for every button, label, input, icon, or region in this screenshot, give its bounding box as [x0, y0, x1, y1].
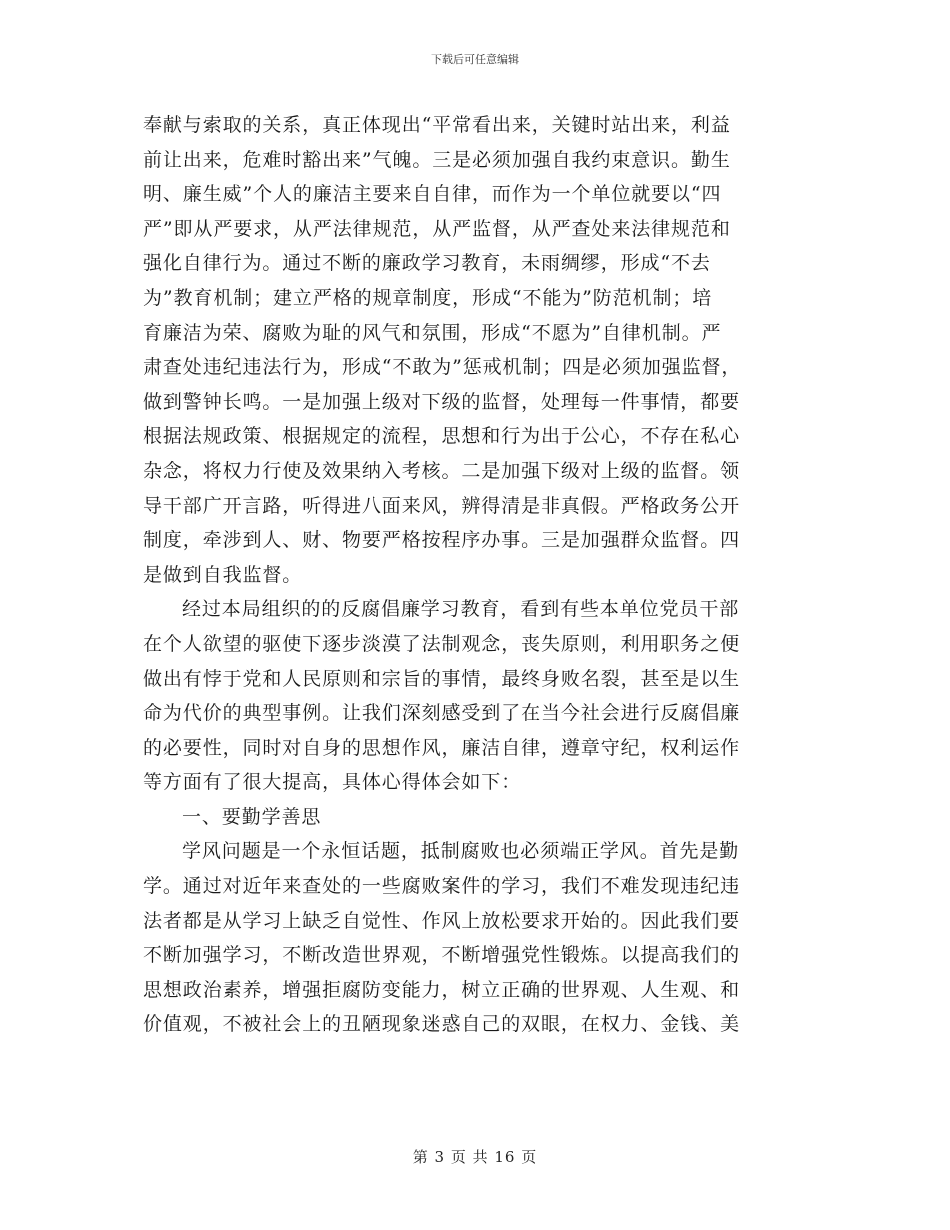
- text-line: 明、廉生威”个人的廉洁主要来自自律，而作为一个单位就要以“四: [143, 183, 722, 206]
- text-line: 的必要性，同时对自身的思想作风，廉洁自律，遵章守纪，权利运作: [143, 736, 741, 759]
- text-line: 肃查处违纪违法行为，形成“不敢为”惩戒机制；四是必须加强监督，: [143, 356, 742, 379]
- text-line: 奉献与索取的关系，真正体现出“平常看出来，关键时站出来，利益: [143, 114, 731, 136]
- text-line: 学风问题是一个永恒话题，抵制腐败也必须端正学风。首先是勤: [182, 840, 740, 863]
- text-line: 一、要勤学善思: [182, 805, 322, 828]
- text-line: 经过本局组织的的反腐倡廉学习教育，看到有些本单位党员干部: [182, 598, 740, 621]
- text-line: 等方面有了很大提高，具体心得体会如下：: [143, 771, 522, 794]
- text-line: 前让出来，危难时豁出来”气魄。三是必须加强自我约束意识。勤生: [143, 148, 731, 171]
- page-footer-pagination: 第 3 页 共 16 页: [412, 1148, 538, 1166]
- text-line: 命为代价的典型事例。让我们深刻感受到了在当今社会进行反腐倡廉: [143, 702, 741, 725]
- text-line: 思想政治素养，增强拒腐防变能力，树立正确的世界观、人生观、和: [143, 978, 741, 1001]
- text-line: 法者都是从学习上缺乏自觉性、作风上放松要求开始的。因此我们要: [143, 909, 741, 932]
- text-line: 为”教育机制；建立严格的规章制度，形成“不能为”防范机制；培: [143, 286, 713, 309]
- text-line: 学。通过对近年来查处的一些腐败案件的学习，我们不难发现违纪违: [143, 875, 741, 898]
- text-line: 不断加强学习，不断改造世界观，不断增强党性锻炼。以提高我们的: [143, 944, 741, 967]
- text-line: 育廉洁为荣、腐败为耻的风气和氛围，形成“不愿为”自律机制。严: [143, 321, 722, 344]
- text-line: 制度，牵涉到人、财、物要严格按程序办事。三是加强群众监督。四: [143, 529, 741, 552]
- page-header: 下载后可任意编辑: [431, 53, 519, 66]
- text-line: 严”即从严要求，从严法律规范，从严监督，从严查处来法律规范和: [143, 217, 731, 240]
- text-line: 杂念，将权力行使及效果纳入考核。二是加强下级对上级的监督。领: [143, 459, 741, 482]
- text-line: 是做到自我监督。: [143, 563, 303, 586]
- text-line: 导干部广开言路，听得进八面来风，辨得清是非真假。严格政务公开: [143, 494, 741, 517]
- text-line: 价值观，不被社会上的丑陋现象迷惑自己的双眼，在权力、金钱、美: [143, 1013, 741, 1036]
- document-body: [143, 108, 803, 1042]
- text-line: 做出有悖于党和人民原则和宗旨的事情，最终身败名裂，甚至是以生: [143, 667, 741, 690]
- text-line: 强化自律行为。通过不断的廉政学习教育，未雨绸缪，形成“不去: [143, 252, 711, 275]
- text-line: 做到警钟长鸣。一是加强上级对下级的监督，处理每一件事情，都要: [143, 390, 741, 413]
- text-line: 根据法规政策、根据规定的流程，思想和行为出于公心，不存在私心: [143, 425, 741, 448]
- text-line: 在个人欲望的驱使下逐步淡漠了法制观念，丧失原则，利用职务之便: [143, 632, 741, 655]
